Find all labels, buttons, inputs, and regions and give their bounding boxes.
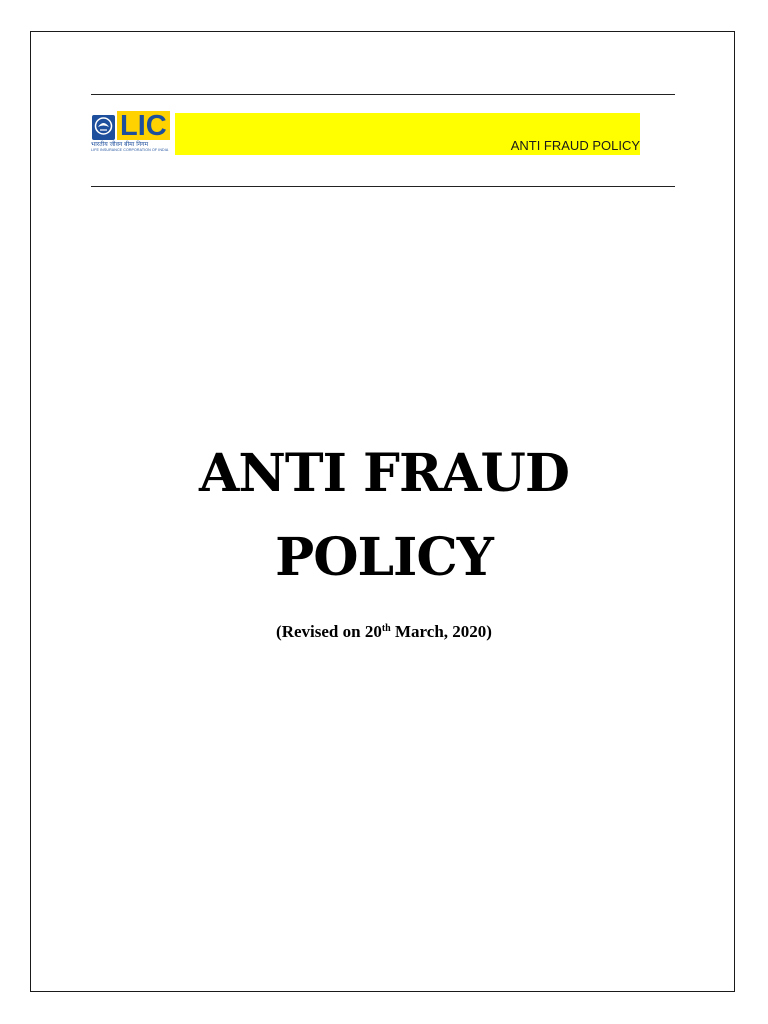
header-bottom-rule xyxy=(91,186,675,187)
lic-emblem-icon xyxy=(92,115,115,140)
header-top-rule xyxy=(91,94,675,95)
revision-suffix: March, 2020) xyxy=(390,622,492,641)
revision-note xyxy=(0,622,768,642)
document-title xyxy=(0,432,768,600)
header-policy-label: ANTI FRAUD POLICY xyxy=(510,138,640,153)
title-line-1: ANTI FRAUD xyxy=(199,443,569,504)
revision-prefix: (Revised on 20 xyxy=(276,622,382,641)
lic-logo xyxy=(90,110,175,155)
revision-superscript: th xyxy=(381,623,391,634)
logo-wordmark: LIC xyxy=(117,111,170,140)
logo-hindi-text: भारतीय जीवन बीमा निगम xyxy=(91,141,149,148)
logo-english-text: LIFE INSURANCE CORPORATION OF INDIA xyxy=(91,148,169,152)
title-line-2: POLICY xyxy=(275,527,493,588)
